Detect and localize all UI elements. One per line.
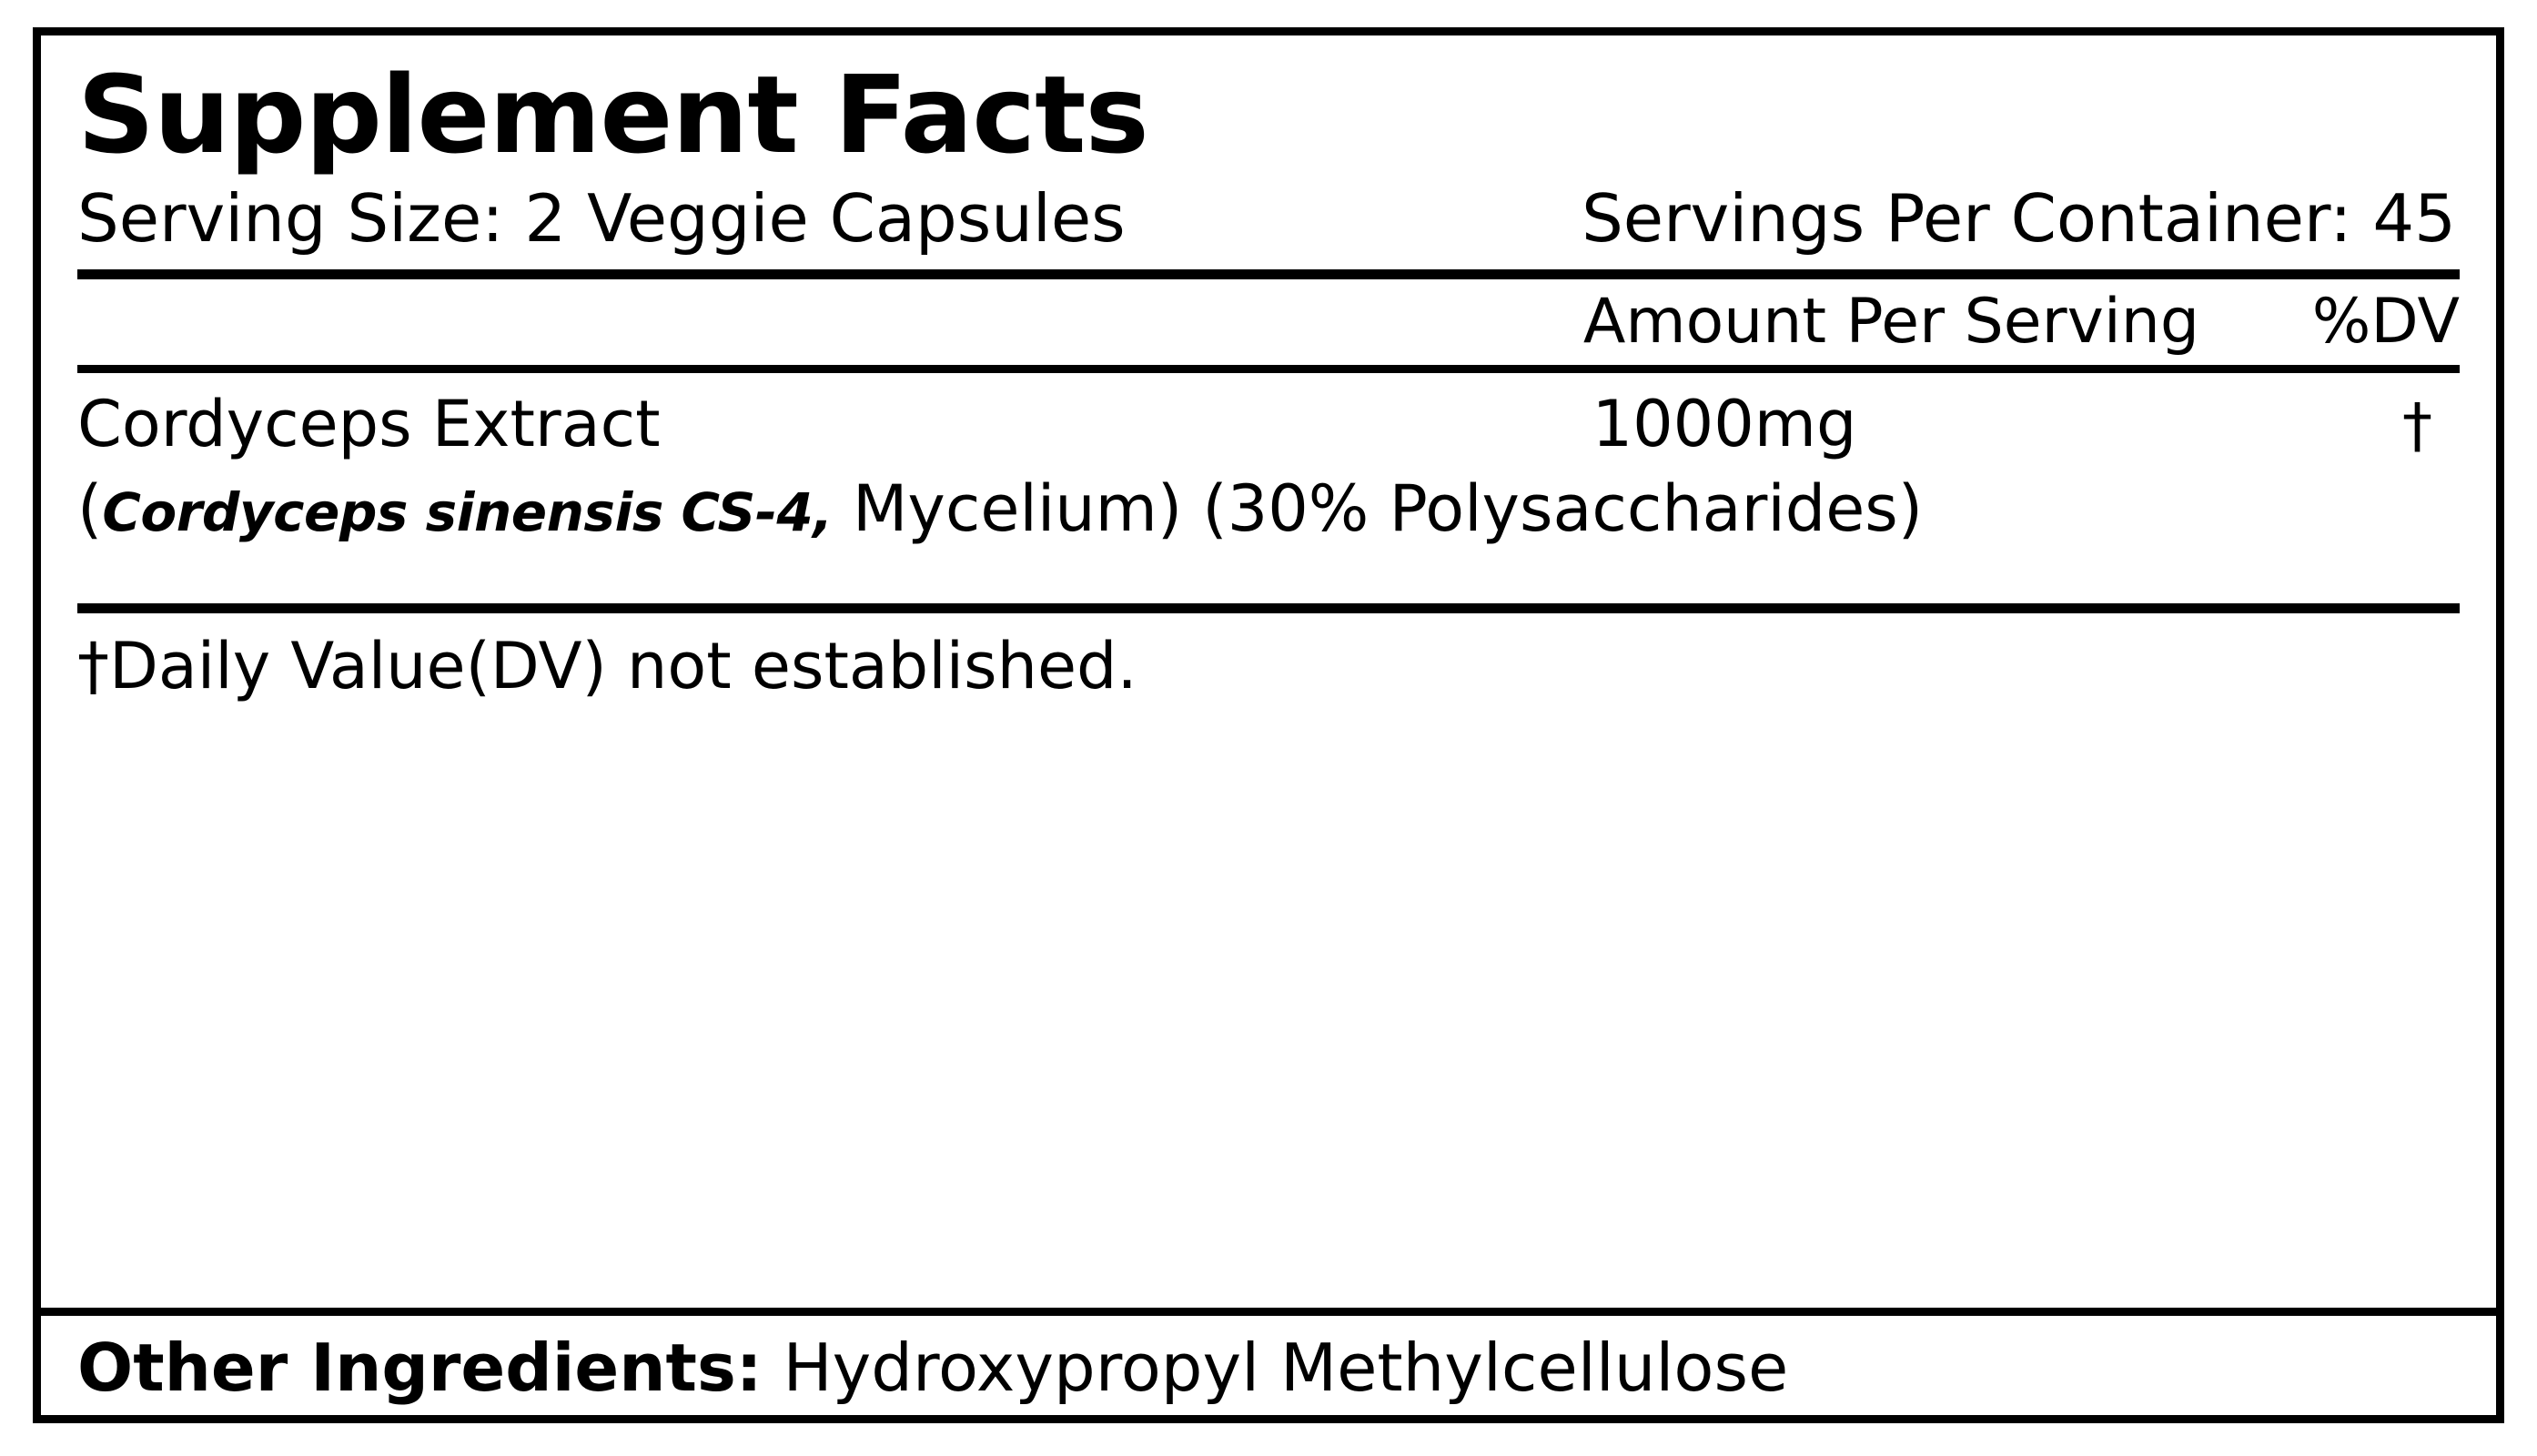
ingredient-list: [77, 373, 2460, 554]
ingredient-name: Cordyceps Extract: [77, 387, 661, 462]
divider-above-footnote: [77, 603, 2460, 613]
ingredient-source-line: [77, 470, 2460, 547]
label-panel: [33, 27, 2504, 1423]
label-inner: [41, 35, 2496, 1308]
ingredient-source-rest: Mycelium) (30% Polysaccharides): [832, 470, 1924, 546]
divider-under-headers: [77, 365, 2460, 373]
ingredient-spacer: [77, 554, 2460, 603]
daily-value-header: %DV: [2311, 285, 2460, 358]
column-header-row: [77, 279, 2460, 366]
servings-per-container-text: Servings Per Container: 45: [1582, 179, 2456, 257]
other-ingredients-line: [77, 1330, 2460, 1406]
serving-info-row: [77, 181, 2460, 257]
other-ingredients-section: [41, 1316, 2496, 1415]
ingredient-amount: 1000mg: [1592, 387, 1857, 462]
amount-per-serving-header: Amount Per Serving: [1582, 285, 2199, 358]
daily-value-footnote: †Daily Value(DV) not established.: [77, 628, 1137, 703]
other-ingredients-value: Hydroxypropyl Methylcellulose: [783, 1330, 1789, 1407]
other-ingredients-label: Other Ingredients:: [77, 1330, 763, 1407]
ingredient-latin-name: Cordyceps sinensis CS-4,: [102, 480, 833, 543]
ingredient-daily-value: †: [2402, 390, 2432, 461]
table-row: [77, 388, 2460, 461]
divider-above-other-ingredients: [41, 1308, 2496, 1316]
serving-size-text: Serving Size: 2 Veggie Capsules: [77, 179, 1126, 257]
page-title: Supplement Facts: [77, 52, 1148, 177]
divider-top: [77, 269, 2460, 279]
ingredient-source-paren-open: (: [77, 470, 103, 546]
